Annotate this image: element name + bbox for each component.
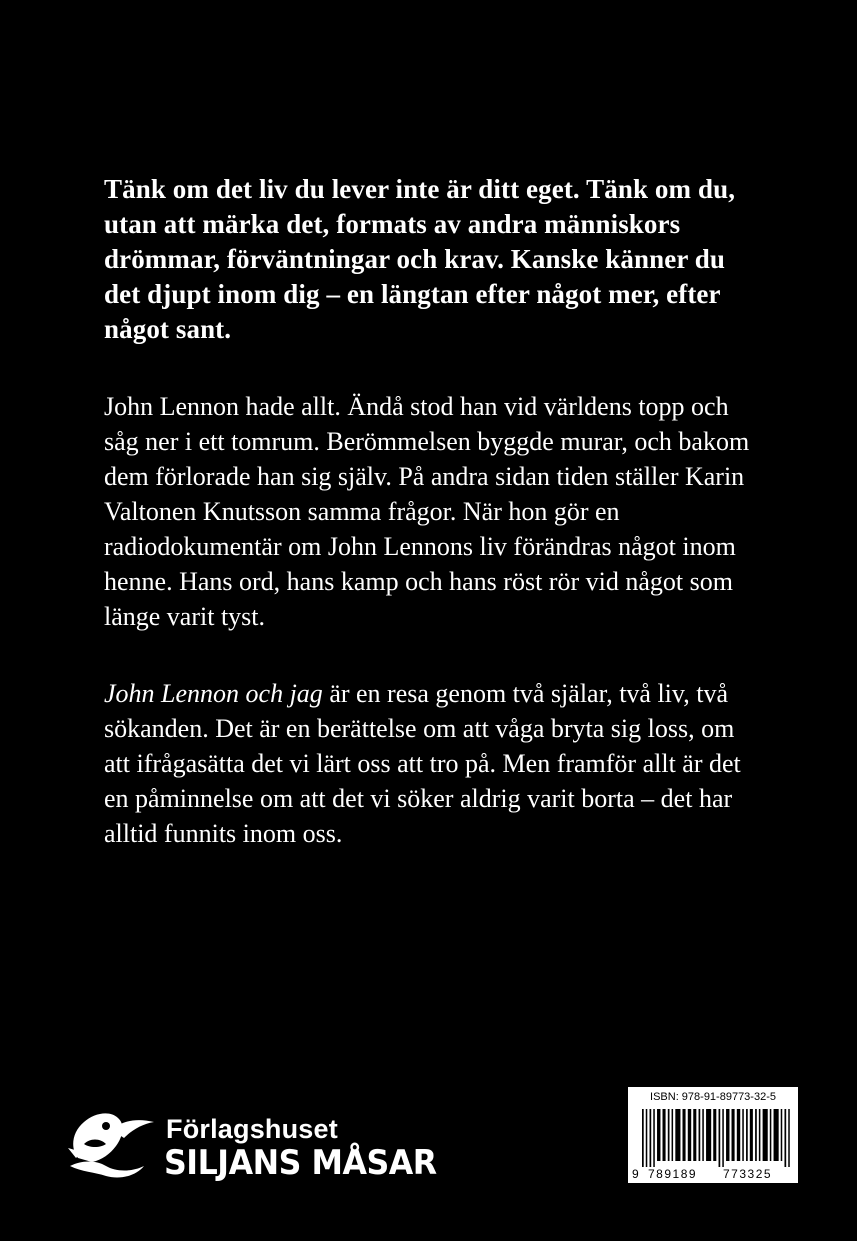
barcode-bar bbox=[657, 1109, 660, 1161]
barcode-bar bbox=[774, 1109, 779, 1161]
barcode-bar bbox=[788, 1109, 790, 1167]
barcode-bar bbox=[693, 1109, 696, 1161]
isbn-label: ISBN: 978-91-89773-32-5 bbox=[650, 1091, 776, 1103]
publisher-logo-block bbox=[62, 1108, 482, 1188]
ean-left-digits: 789189 bbox=[648, 1167, 698, 1181]
barcode-bar bbox=[675, 1109, 680, 1161]
barcode-bar bbox=[722, 1109, 724, 1167]
barcode-bar bbox=[699, 1109, 701, 1161]
blurb-paragraph-3-text: är en resa genom två själar, två liv, två sökanden. Det är en berättelse om att våga bryta sig loss, om att ifrågasätta det vi lärt oss att tro på. Men framför allt är det en påminnelse om att det vi söker aldrig varit borta – det har alltid funnits inom oss. bbox=[104, 679, 741, 848]
barcode-bar bbox=[726, 1109, 729, 1161]
ean-digits bbox=[628, 1167, 798, 1181]
publisher-name-line2: SILJANS MÅSAR bbox=[164, 1143, 437, 1183]
barcode-bar bbox=[672, 1109, 674, 1161]
barcode-bar bbox=[759, 1109, 761, 1161]
back-cover-blurb bbox=[104, 172, 764, 893]
barcode-bar bbox=[650, 1109, 652, 1167]
barcode-bar bbox=[770, 1109, 772, 1161]
barcode-bar bbox=[742, 1109, 744, 1161]
barcode-bar bbox=[755, 1109, 757, 1161]
barcode-bar bbox=[713, 1109, 716, 1161]
barcode-bar bbox=[653, 1109, 655, 1167]
seagull-logo-icon bbox=[62, 1108, 162, 1182]
ean-first-digit: 9 bbox=[632, 1167, 639, 1181]
barcode-bar bbox=[732, 1109, 735, 1161]
blurb-lead: Tänk om det liv du lever inte är ditt eget. Tänk om du, utan att märka det, formats av andra människors drömmar, förväntningar och krav. Kanske känner du det djupt inom dig – en längtan efter något mer, efter något sant. bbox=[104, 174, 736, 344]
barcode-bar bbox=[719, 1109, 721, 1167]
barcode-bar bbox=[706, 1109, 711, 1161]
ean-right-digits: 773325 bbox=[723, 1167, 773, 1181]
barcode-bar bbox=[784, 1109, 786, 1167]
barcode-bar bbox=[737, 1109, 740, 1161]
barcode-bar bbox=[781, 1109, 783, 1161]
barcode-bar bbox=[668, 1109, 670, 1161]
barcode bbox=[642, 1109, 792, 1167]
blurb-paragraph-2: John Lennon hade allt. Ändå stod han vid världens topp och såg ner i ett tomrum. Berömmelsen byggde murar, och bakom dem förlorade han sig själv. På andra sidan tiden ställer Karin Valtonen Knutsson samma frågor. När hon gör en radiodokumentär om John Lennons liv förändras något inom henne. Hans ord, hans kamp och hans röst rör vid något som länge varit tyst. bbox=[104, 392, 750, 631]
barcode-bar bbox=[663, 1109, 666, 1161]
barcode-bar bbox=[746, 1109, 748, 1161]
barcode-bar bbox=[642, 1109, 644, 1167]
barcode-bar bbox=[763, 1109, 768, 1161]
book-title: John Lennon och jag bbox=[104, 679, 323, 708]
barcode-bar bbox=[646, 1109, 648, 1167]
barcode-bar bbox=[682, 1109, 685, 1161]
barcode-bar bbox=[750, 1109, 753, 1161]
barcode-bar bbox=[702, 1109, 704, 1161]
isbn-barcode-box bbox=[628, 1087, 798, 1183]
barcode-bar bbox=[688, 1109, 691, 1161]
publisher-name-line1: Förlagshuset bbox=[166, 1114, 338, 1144]
blurb-paragraph-3 bbox=[104, 676, 764, 851]
